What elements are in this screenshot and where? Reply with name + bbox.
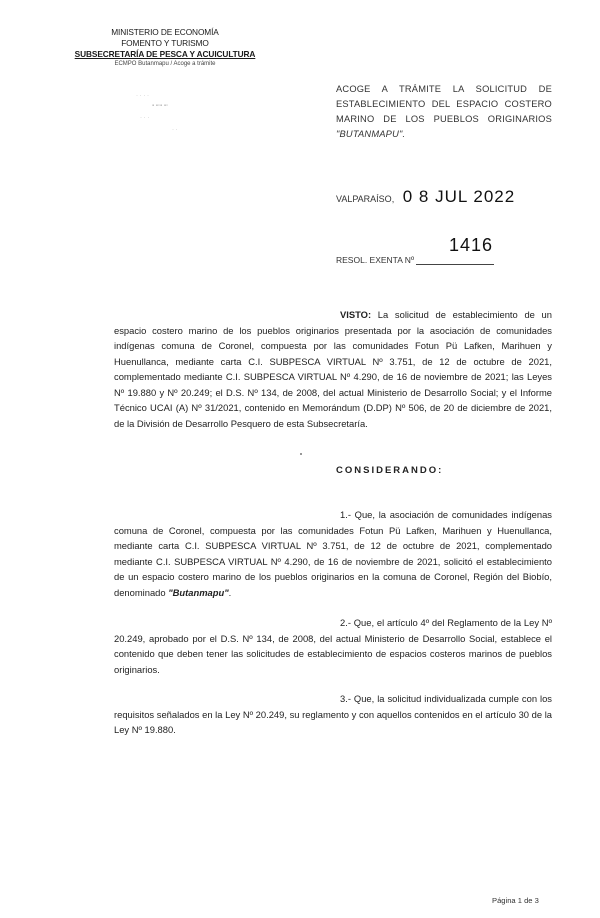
faded-stamp: · · · · ▪ ▪▫▪ ▪▫ · · · · · (136, 93, 178, 133)
subject-text: ACOGE A TRÁMITE LA SOLICITUD DE ESTABLECIMIENTO DEL ESPACIO COSTERO MARINO DE LOS PUEBLOS ORIGINARIOS (336, 84, 552, 124)
visto-label: VISTO: (340, 309, 372, 320)
point-text: Que, el artículo 4º del Reglamento de la Ley Nº 20.249, aprobado por el D.S. Nº 134, de 2008, del actual Ministerio de Desarrollo Social, establece el contenido que deben tener las solicitudes de establecimiento de espacios costeros marinos de pueblos originarios. (114, 617, 552, 675)
resolution-number: 1416 (449, 235, 494, 255)
considerando-heading: CONSIDERANDO: (336, 465, 444, 476)
visto-paragraph (114, 307, 552, 431)
point-text-end: . (228, 586, 232, 598)
point-text: Que, la solicitud individualizada cumple con los requisitos señalados en la Ley Nº 20.249, su reglamento y con aquellos contenidos en el artículo 30 de la Ley Nº 19.880. (114, 693, 552, 735)
resolution-label-line (336, 255, 494, 265)
resolution-underline (416, 264, 494, 265)
ministry-header (60, 27, 270, 69)
considerando-point-1 (114, 507, 552, 600)
subsecretaria-line: SUBSECRETARÍA DE PESCA Y ACUICULTURA (74, 49, 256, 59)
ministry-line: MINISTERIO DE ECONOMÍA (111, 27, 219, 37)
date-stamp: 0 8 JUL 2022 (402, 187, 516, 206)
point-number: 2.- (340, 617, 351, 628)
page-number: Página 1 de 3 (492, 896, 539, 905)
point-name: "Butanmapu" (168, 586, 229, 598)
point-number: 1.- (340, 509, 351, 520)
date-line (336, 187, 515, 207)
resolution-subject (336, 82, 552, 142)
considerando-point-3 (114, 691, 552, 738)
resolution-label: RESOL. EXENTA Nº (336, 255, 415, 265)
visto-text: La solicitud de establecimiento de un espacio costero marino de los pueblos originarios presentada por la asociación de comunidades indígenas comuna de Coronel, compuesta por las comunidades Fotun Pü Lafken, Marihuen y Huenullanca, mediante carta C.I. SUBPESCA VIRTUAL Nº 3.751, de 12 de octubre de 2021, complementado mediante C.I. SUBPESCA VIRTUAL Nº 4.290, de 16 de noviembre de 2021; las Leyes Nº 19.880 y Nº 20.249; el D.S. Nº 134, de 2008, del actual Ministerio de Desarrollo Social; y el Informe Técnico UCAI (A) Nº 31/2021, contenido en Memorándum (D.DP) Nº 506, de 20 de diciembre de 2021, de la División de Desarrollo Pesquero de esta Subsecretaría. (114, 309, 552, 429)
point-number: 3.- (340, 693, 351, 704)
scan-speck (300, 453, 302, 455)
subject-name: "BUTANMAPU". (336, 129, 406, 139)
ministry-subline: FOMENTO Y TURISMO (121, 38, 209, 48)
considerando-point-2 (114, 615, 552, 677)
date-place: VALPARAÍSO, (336, 194, 395, 204)
document-reference: ECMPO Butanmapu / Acoge a trámite (114, 61, 216, 67)
point-text: Que, la asociación de comunidades indígenas comuna de Coronel, compuesta por las comunidades Fotun Pü Lafken, Marihuen y Huenullanca, mediante carta C.I. SUBPESCA VIRTUAL Nº 3.751, de 12 de octubre de 2021, complementado mediante C.I. SUBPESCA VIRTUAL Nº 4.290, de 16 de noviembre de 2021, solicitó el establecimiento de un espacio costero marino de los pueblos originarios en la comuna de Coronel, Región del Biobío, denominado (114, 509, 552, 598)
